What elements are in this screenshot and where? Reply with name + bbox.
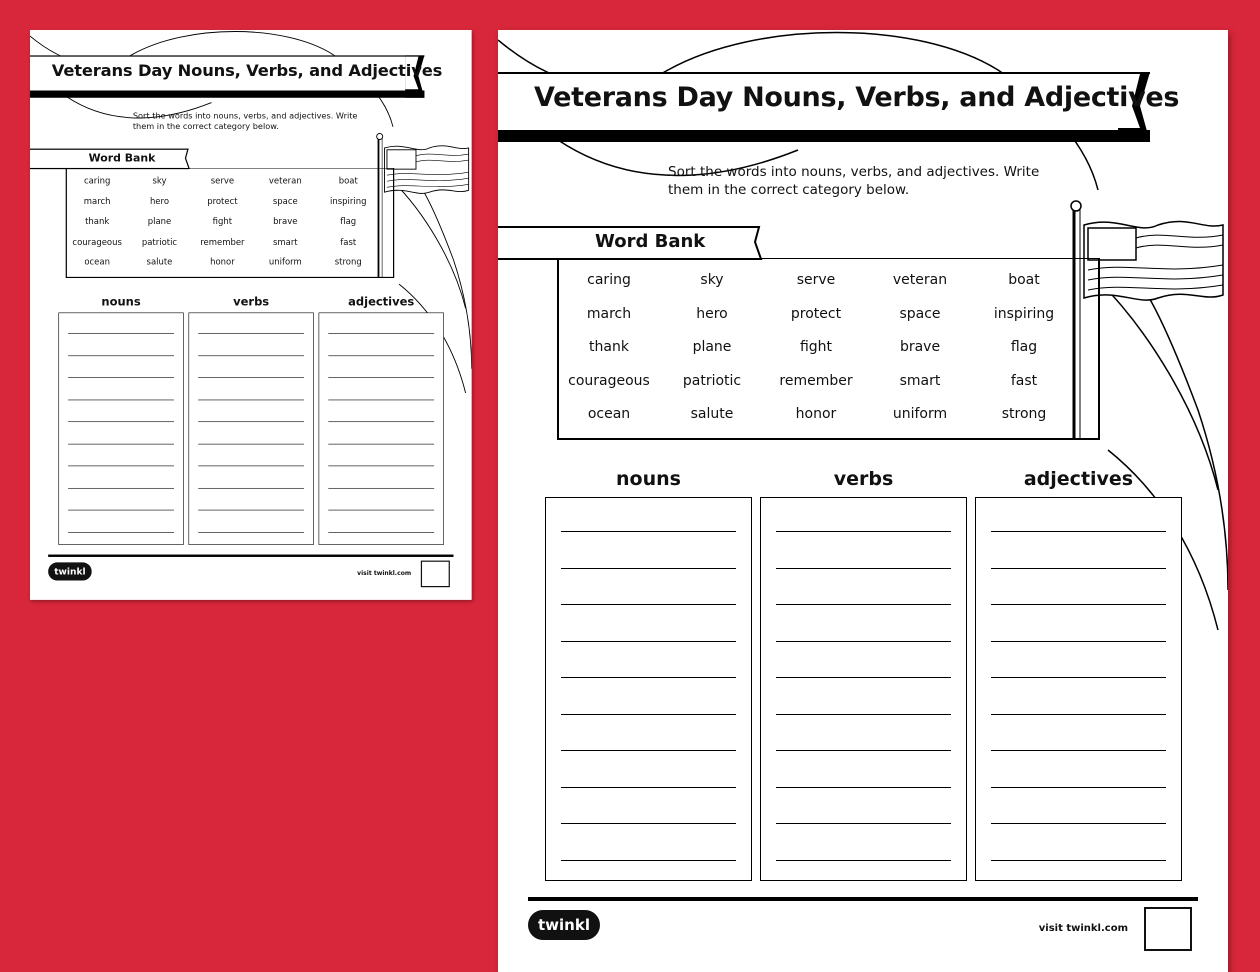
writing-line [561,677,736,678]
category-answer-box [58,313,183,545]
word-bank-word: salute [146,257,173,268]
writing-line [198,510,304,511]
writing-line [198,488,304,489]
word-bank-word: honor [795,406,837,422]
writing-line [991,750,1166,751]
word-bank-word: protect [790,306,842,322]
writing-line [198,399,304,400]
word-bank-word: space [272,196,298,207]
writing-line [198,532,304,533]
word-bank-word: hero [696,306,728,322]
writing-line [776,677,951,678]
word-bank-word: sky [152,176,167,187]
category-heading: verbs [833,468,894,490]
visit-website: visit twinkl.com [1038,923,1128,934]
word-bank-word: smart [272,237,298,248]
word-bank-word: strong [334,257,362,268]
word-bank-word: caring [587,272,631,288]
word-bank-word: salute [690,406,734,422]
word-bank-word: protect [207,196,238,207]
category-heading: adjectives [1023,468,1134,490]
writing-line [561,641,736,642]
word-bank-word: remember [779,373,853,389]
writing-line [68,355,174,356]
word-bank-word: fight [799,339,833,355]
writing-line [328,421,434,422]
writing-line [328,399,434,400]
word-bank-word: patriotic [682,373,742,389]
writing-line [991,531,1166,532]
word-bank-word: fight [212,216,233,227]
writing-line [776,568,951,569]
category-answer-box [975,497,1182,881]
writing-line [776,531,951,532]
word-bank-word: brave [899,339,941,355]
word-bank-word: strong [1001,406,1047,422]
word-bank-word: boat [338,176,358,187]
word-bank-word: smart [899,373,941,389]
writing-line [561,787,736,788]
writing-line [561,714,736,715]
writing-line [991,787,1166,788]
word-bank-word: serve [210,176,235,187]
writing-line [776,823,951,824]
word-bank-word: sky [700,272,724,288]
word-bank-word: boat [1008,272,1040,288]
visit-website: visit twinkl.com [357,570,412,577]
writing-line [198,333,304,334]
word-bank-word: serve [796,272,836,288]
writing-line [328,466,434,467]
word-bank-word: honor [210,257,235,268]
word-bank-word: thank [589,339,629,355]
word-bank-word: veteran [268,176,302,187]
worksheet-preview-small [30,30,472,600]
writing-line [68,466,174,467]
word-bank-word: march [83,196,111,207]
word-bank-word: flag [340,216,357,227]
writing-line [328,510,434,511]
word-bank-word: veteran [892,272,948,288]
writing-line [991,823,1166,824]
writing-line [561,860,736,861]
footer-divider [528,897,1198,901]
american-flag-icon [385,146,469,194]
writing-line [991,714,1166,715]
banner-notch-icon [753,226,767,260]
writing-line [561,568,736,569]
writing-line [328,532,434,533]
category-heading: nouns [101,294,141,309]
category-heading: adjectives [348,294,415,309]
word-bank-word: ocean [587,406,631,422]
title-banner-shadow [30,91,424,98]
word-bank-word: ocean [84,257,110,268]
twinkl-logo: twinkl [528,910,600,940]
word-bank-word: uniform [268,257,302,268]
page-title: Veterans Day Nouns, Verbs, and Adjectives [534,82,1180,113]
writing-line [328,488,434,489]
writing-line [198,444,304,445]
writing-line [991,860,1166,861]
word-bank-word: fast [1010,373,1038,389]
category-answer-box [189,313,314,545]
american-flag-icon [1084,221,1223,300]
writing-line [776,604,951,605]
category-answer-box [545,497,752,881]
word-bank-word: thank [85,216,110,227]
writing-line [68,333,174,334]
word-bank-word: caring [83,176,111,187]
writing-line [561,604,736,605]
word-bank-word: remember [200,237,245,248]
word-bank-word: fast [340,237,357,248]
writing-line [776,787,951,788]
word-bank-word: flag [1010,339,1038,355]
writing-line [991,568,1166,569]
writing-line [561,750,736,751]
writing-line [328,333,434,334]
category-answer-box [760,497,967,881]
word-bank-word: space [899,306,941,322]
title-banner-shadow [498,130,1150,142]
writing-line [68,532,174,533]
writing-line [991,604,1166,605]
writing-line [991,677,1166,678]
writing-line [776,860,951,861]
word-bank-word: brave [273,216,298,227]
writing-line [68,421,174,422]
writing-line [68,444,174,445]
category-heading: nouns [616,468,681,490]
word-bank-word: hero [149,196,169,207]
word-bank-word: march [586,306,632,322]
word-bank-word: courageous [568,373,650,389]
word-bank-word: plane [692,339,732,355]
word-bank-label: Word Bank [595,231,706,252]
writing-line [68,510,174,511]
writing-line [328,444,434,445]
writing-line [776,714,951,715]
word-bank-word: plane [147,216,172,227]
writing-line [198,355,304,356]
writing-line [776,641,951,642]
writing-line [328,377,434,378]
word-bank-word: inspiring [330,196,367,207]
instructions: Sort the words into nouns, verbs, and adjectives. Write them in the correct category below. [668,164,1040,198]
writing-line [68,377,174,378]
writing-line [198,421,304,422]
writing-line [68,488,174,489]
writing-line [561,531,736,532]
writing-line [991,641,1166,642]
twinkl-logo: twinkl [48,562,92,580]
footer-divider [48,555,453,557]
category-answer-box [319,313,444,545]
writing-line [328,355,434,356]
word-bank-label: Word Bank [88,151,156,165]
writing-line [198,466,304,467]
banner-notch-icon [184,149,192,170]
quality-badge-icon [421,561,450,588]
writing-line [68,399,174,400]
word-bank-word: patriotic [141,237,178,248]
writing-line [776,750,951,751]
word-bank-word: courageous [72,237,122,248]
writing-line [198,377,304,378]
word-bank-word: uniform [892,406,948,422]
word-bank-word: inspiring [993,306,1055,322]
category-heading: verbs [233,294,270,309]
worksheet-preview-large [498,30,1228,972]
page-title: Veterans Day Nouns, Verbs, and Adjectives [51,61,443,81]
quality-badge-icon [1144,907,1192,951]
writing-line [561,823,736,824]
instructions: Sort the words into nouns, verbs, and adjectives. Write them in the correct category below. [132,111,358,132]
